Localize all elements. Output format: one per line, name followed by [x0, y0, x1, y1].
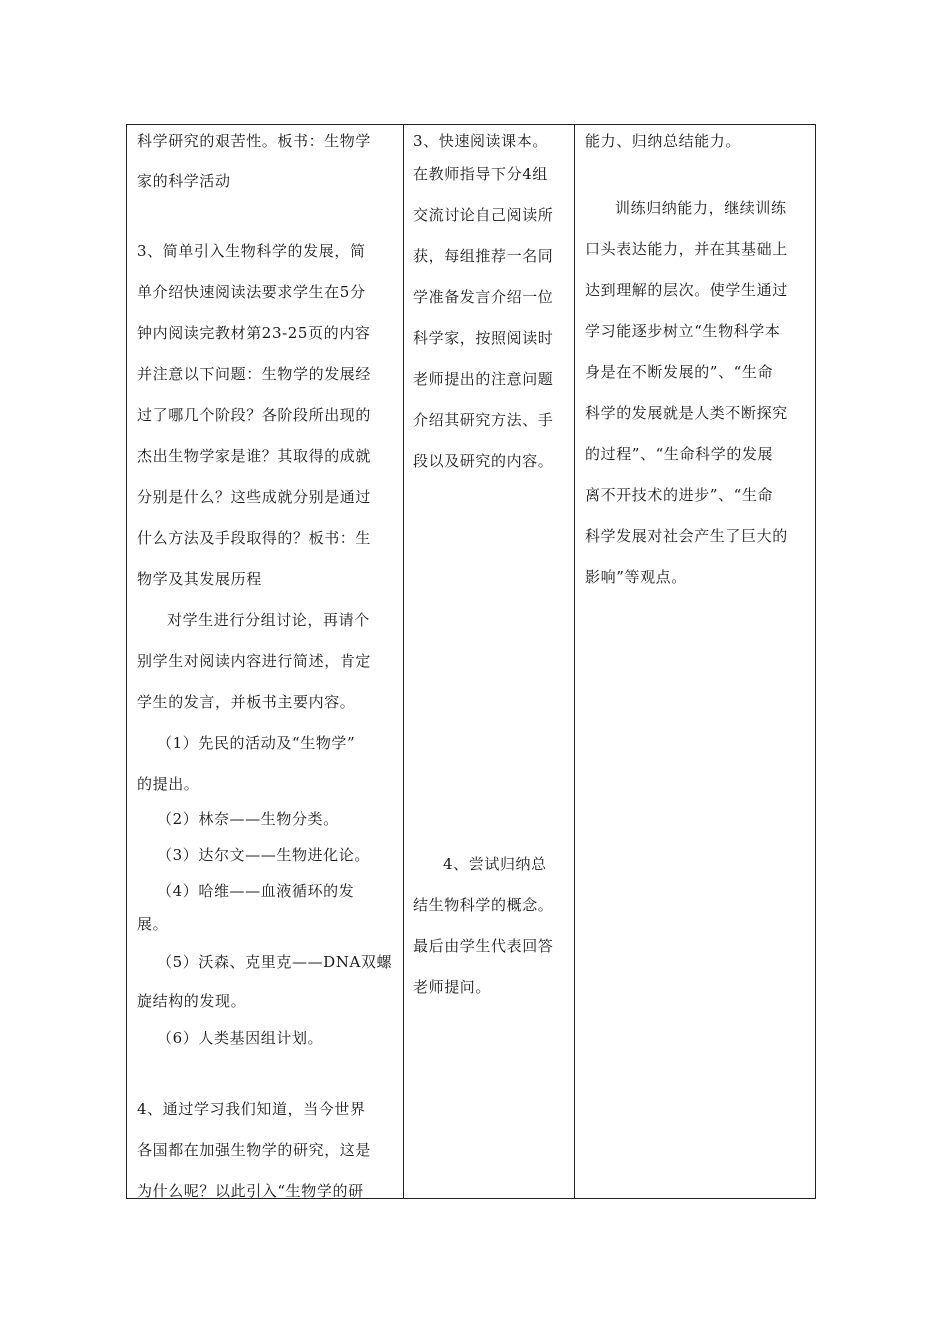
text-line: 老师提出的注意问题: [413, 370, 554, 388]
lesson-plan-table: [126, 124, 816, 1199]
text-line: 3、快速阅读课本。: [413, 132, 548, 150]
text-line: 老师提问。: [413, 978, 492, 996]
student-activity-column: [404, 125, 575, 1198]
text-line: 口头表达能力，并在其基础上: [585, 240, 788, 258]
text-line: 为什么呢？以此引入“生物学的研: [137, 1182, 364, 1198]
text-line: 在教师指导下分4组: [413, 165, 548, 183]
text-line: 科学研究的艰苦性。板书：生物学: [137, 132, 372, 150]
text-line: 3、简单引入生物科学的发展，简: [137, 242, 366, 260]
text-line: （1）先民的活动及“生物学”: [157, 734, 356, 752]
text-line: 旋结构的发现。: [137, 992, 247, 1010]
text-line: 并注意以下问题：生物学的发展经: [137, 365, 372, 383]
design-intent-column: [575, 125, 815, 1198]
text-line: 对学生进行分组讨论，再请个: [167, 611, 370, 629]
text-line: 介绍其研究方法、手: [413, 411, 554, 429]
text-line: 最后由学生代表回答: [413, 937, 554, 955]
text-line: 学准备发言介绍一位: [413, 288, 554, 306]
text-line: 身是在不断发展的”、“生命: [585, 363, 774, 381]
text-line: 段以及研究的内容。: [413, 452, 554, 470]
text-line: （4）哈维——血液循环的发: [157, 882, 355, 900]
text-line: 分别是什么？这些成就分别是通过: [137, 488, 372, 506]
text-line: 的过程”、“生命科学的发展: [585, 445, 774, 463]
text-line: 科学的发展就是人类不断探究: [585, 404, 788, 422]
text-line: 钟内阅读完教材第23-25页的内容: [137, 324, 371, 342]
text-line: 能力、归纳总结能力。: [585, 132, 742, 150]
text-line: （6）人类基因组计划。: [157, 1029, 324, 1047]
text-line: 获，每组推荐一名同: [413, 247, 554, 265]
text-line: 离不开技术的进步”、“生命: [585, 486, 774, 504]
text-line: 科学发展对社会产生了巨大的: [585, 527, 788, 545]
text-line: 训练归纳能力，继续训练: [615, 199, 787, 217]
text-line: 的提出。: [137, 775, 200, 793]
text-line: 交流讨论自己阅读所: [413, 206, 554, 224]
text-line: 4、通过学习我们知道，当今世界: [137, 1100, 366, 1118]
text-line: （3）达尔文——生物进化论。: [157, 846, 370, 864]
text-line: 别学生对阅读内容进行简述，肯定: [137, 652, 372, 670]
text-line: 过了哪几个阶段？各阶段所出现的: [137, 406, 372, 424]
text-line: 单介绍快速阅读法要求学生在5分: [137, 283, 366, 301]
text-line: 展。: [137, 915, 169, 933]
text-line: 学生的发言，并板书主要内容。: [137, 693, 356, 711]
teacher-activity-column: [127, 125, 404, 1198]
text-line: 各国都在加强生物学的研究，这是: [137, 1141, 372, 1159]
text-line: 物学及其发展历程: [137, 570, 262, 588]
text-line: 4、尝试归纳总: [443, 855, 547, 873]
text-line: 结生物科学的概念。: [413, 896, 554, 914]
text-line: （5）沃森、克里克——DNA双螺: [157, 953, 393, 971]
text-line: 影响”等观点。: [585, 568, 687, 586]
text-line: 家的科学活动: [137, 172, 231, 190]
text-line: 杰出生物学家是谁？其取得的成就: [137, 447, 372, 465]
text-line: 学习能逐步树立“生物科学本: [585, 322, 781, 340]
text-line: （2）林奈——生物分类。: [157, 810, 339, 828]
text-line: 什么方法及手段取得的？板书：生: [137, 529, 372, 547]
text-line: 科学家，按照阅读时: [413, 329, 554, 347]
text-line: 达到理解的层次。使学生通过: [585, 281, 788, 299]
